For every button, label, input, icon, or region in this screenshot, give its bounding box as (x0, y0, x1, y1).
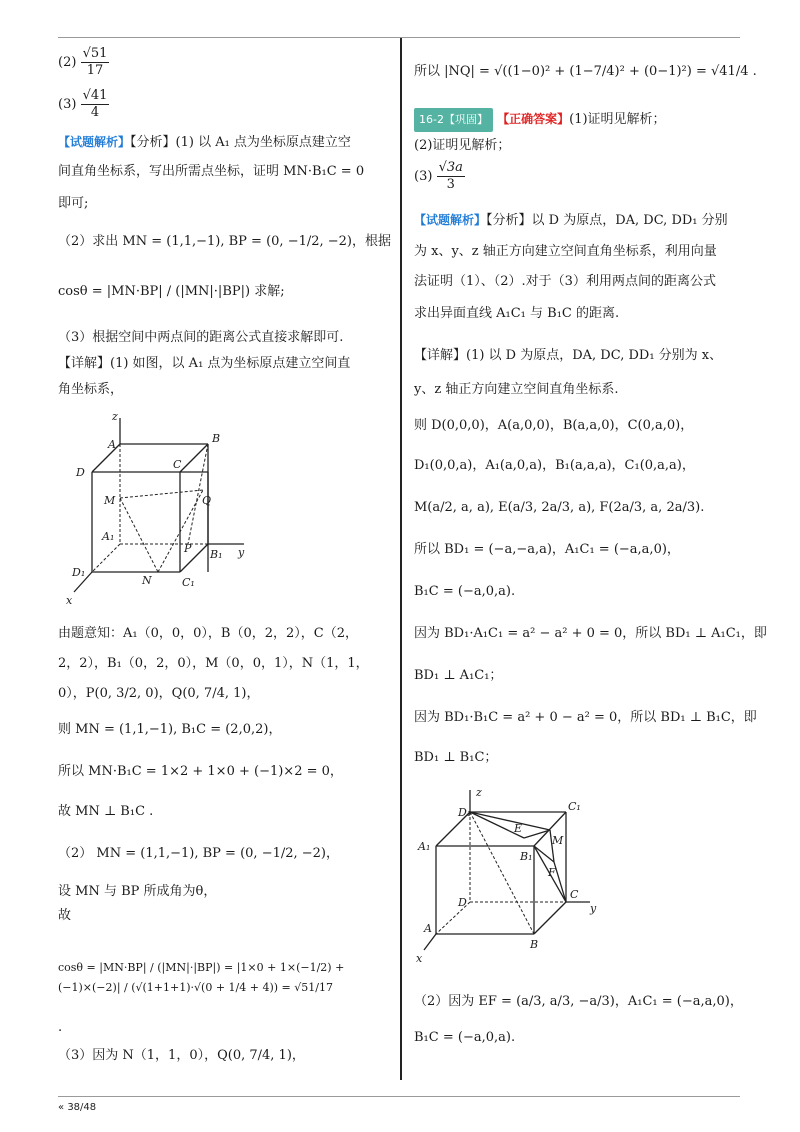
footer-rule (58, 1096, 740, 1097)
answer-label: (2) (58, 55, 77, 70)
answer-3 (58, 88, 388, 121)
fig1-label-q: Q (202, 494, 212, 507)
answer-tag: 【正确答案】 (497, 112, 570, 126)
fig1-label-d: D (76, 466, 85, 479)
coords-line: 由题意知：A₁（0，0，0），B（0，2，2），C（2， (58, 626, 358, 641)
point-line: 则 D(0,0,0)，A(a,0,0)，B(a,a,0)，C(0,a,0)， (414, 418, 694, 433)
analysis-line: 求出异面直线 A₁C₁ 与 B₁C 的距离. (414, 306, 620, 321)
nq-distance-line: 所以 |NQ| = √((1−0)² + (1−7/4)² + (0−1)²) = √41/4 . (414, 64, 757, 79)
perp-line: 因为 BD₁·B₁C = a² + 0 − a² = 0，所以 BD₁ ⊥ B₁C，即 (414, 710, 757, 725)
denominator: 17 (86, 63, 104, 78)
problem-badge: 16-2【巩固】 (414, 108, 493, 132)
vector-line: 所以 BD₁ = (−a,−a,a)，A₁C₁ = (−a,a,0)， (414, 542, 680, 557)
perp-line: BD₁ ⊥ B₁C； (414, 750, 498, 765)
part2-line: B₁C = (−a,0,a). (414, 1030, 516, 1045)
coords-line: 0），P(0, 3/2, 0)，Q(0, 7/4, 1)， (58, 686, 260, 701)
fig1-label-p: P (184, 542, 192, 555)
analysis-tag: 【试题解析】 (58, 135, 131, 149)
fig2-label-m: M (552, 834, 564, 847)
analysis-line: （3）根据空间中两点间的距离公式直接求解即可. (58, 330, 344, 345)
vector-line: 则 MN = (1,1,−1), B₁C = (2,0,2)， (58, 722, 282, 737)
text: 【分析】(1) 以 A₁ 点为坐标原点建立空 (130, 135, 351, 150)
answer-line: (2)证明见解析； (414, 138, 511, 153)
stray-dot: . (58, 1020, 63, 1035)
fig2-label-b: B (530, 938, 539, 951)
point-line: M(a/2, a, a), E(a/3, 2a/3, a), F(2a/3, a, 2a/3). (414, 500, 705, 515)
fig2-label-a: A (424, 922, 432, 935)
analysis-line: 法证明（1）、（2）.对于（3）利用两点间的距离公式 (414, 274, 716, 289)
fig2-label-d: D (458, 896, 467, 909)
fig2-label-f: F (548, 866, 556, 879)
fraction (81, 88, 110, 121)
fig1-label-z: z (112, 410, 118, 423)
fig1-label-b1: B₁ (210, 548, 223, 561)
analysis-line: 间直角坐标系，写出所需点坐标，证明 MN·B₁C = 0 (58, 164, 365, 179)
text: (1)证明见解析； (569, 112, 666, 127)
analysis-line (58, 132, 388, 153)
analysis-formula: cosθ = |MN·BP| / (|MN|·|BP|) 求解; (58, 284, 285, 299)
analysis-line: （2）求出 MN = (1,1,−1), BP = (0, −1/2, −2)，根据 (58, 234, 392, 249)
point-line: D₁(0,0,a)，A₁(a,0,a)，B₁(a,a,a)，C₁(0,a,a)， (414, 458, 695, 473)
answer-header (414, 108, 744, 132)
cube-figure-1 (58, 408, 258, 608)
vector-line: 所以 MN·B₁C = 1×2 + 1×0 + (−1)×2 = 0， (58, 764, 343, 779)
fig2-label-a1: A₁ (418, 840, 431, 853)
perp-line: 因为 BD₁·A₁C₁ = a² − a² + 0 = 0，所以 BD₁ ⊥ A₁C₁，即 (414, 626, 767, 641)
analysis-tag: 【试题解析】 (414, 213, 487, 227)
fig1-label-n: N (142, 574, 152, 587)
fig2-label-e: E (514, 822, 523, 835)
fraction (81, 46, 110, 79)
fig2-label-x: x (416, 952, 423, 965)
cube-figure-2 (414, 786, 614, 986)
fig2-label-c: C (570, 888, 579, 901)
denominator: 3 (446, 177, 455, 192)
header-rule (58, 37, 740, 38)
page-number: 38/48 (67, 1102, 97, 1113)
detail-line: 【详解】(1) 如图，以 A₁ 点为坐标原点建立空间直 (58, 356, 351, 371)
page-footer (58, 1102, 96, 1113)
part3-line: （3）因为 N（1，1，0），Q(0, 7/4, 1)， (58, 1048, 305, 1063)
fig1-label-y: y (238, 546, 245, 559)
text: 【分析】以 D 为原点，DA, DC, DD₁ 分别 (486, 213, 728, 228)
numerator: √51 (82, 46, 108, 61)
part2-line: （2） MN = (1,1,−1), BP = (0, −1/2, −2)， (58, 846, 340, 861)
fig1-label-c1: C₁ (182, 576, 195, 589)
detail-line: 角坐标系， (58, 382, 124, 397)
fraction (437, 160, 465, 193)
fig2-label-y: y (590, 902, 597, 915)
detail-line: y、z 轴正方向建立空间直角坐标系. (414, 382, 619, 397)
fig1-label-m: M (104, 494, 116, 507)
answer-label: (3) (414, 169, 433, 184)
numerator: √41 (82, 88, 108, 103)
footer-mark-icon: « (58, 1102, 65, 1113)
analysis-line: 即可; (58, 196, 89, 211)
answer-3 (414, 160, 744, 193)
answer-2 (58, 46, 388, 79)
part2-line: 设 MN 与 BP 所成角为θ， (58, 884, 217, 899)
fig1-label-d1: D₁ (72, 566, 86, 579)
part2-formula: cosθ = |MN·BP| / (|MN|·|BP|) = |1×0 + 1×(−1/2) + (−1)×(−2)| / (√(1+1+1)·√(0 + 1/4 + 4)) = √51/17 (58, 961, 345, 994)
fig2-label-d1: D₁ (458, 806, 472, 819)
fig1-label-c: C (173, 458, 182, 471)
denominator: 4 (90, 105, 100, 120)
vector-line: B₁C = (−a,0,a). (414, 584, 516, 599)
detail-line: 【详解】(1) 以 D 为原点，DA, DC, DD₁ 分别为 x、 (414, 348, 723, 363)
coords-line: 2，2），B₁（0，2，0），M（0，0，1），N（1，1， (58, 656, 369, 671)
column-divider (400, 38, 402, 1080)
fig1-label-a1: A₁ (102, 530, 115, 543)
fig2-label-b1: B₁ (520, 850, 533, 863)
fig2-label-c1: C₁ (568, 800, 581, 813)
fig1-label-x: x (66, 594, 73, 607)
fig1-label-b: B (212, 432, 221, 445)
part2-line: （2）因为 EF = (a/3, a/3, −a/3)，A₁C₁ = (−a,a,0)， (414, 994, 743, 1009)
analysis-line: 为 x、y、z 轴正方向建立空间直角坐标系，利用向量 (414, 244, 717, 259)
vector-line: 故 MN ⊥ B₁C . (58, 804, 154, 819)
numerator: √3a (438, 160, 463, 175)
perp-line: BD₁ ⊥ A₁C₁； (414, 668, 503, 683)
part2-line: 故 (58, 908, 72, 923)
answer-label: (3) (58, 97, 77, 112)
fig1-label-a: A (108, 438, 116, 451)
analysis-line (414, 210, 744, 231)
fig2-label-z: z (476, 786, 482, 799)
